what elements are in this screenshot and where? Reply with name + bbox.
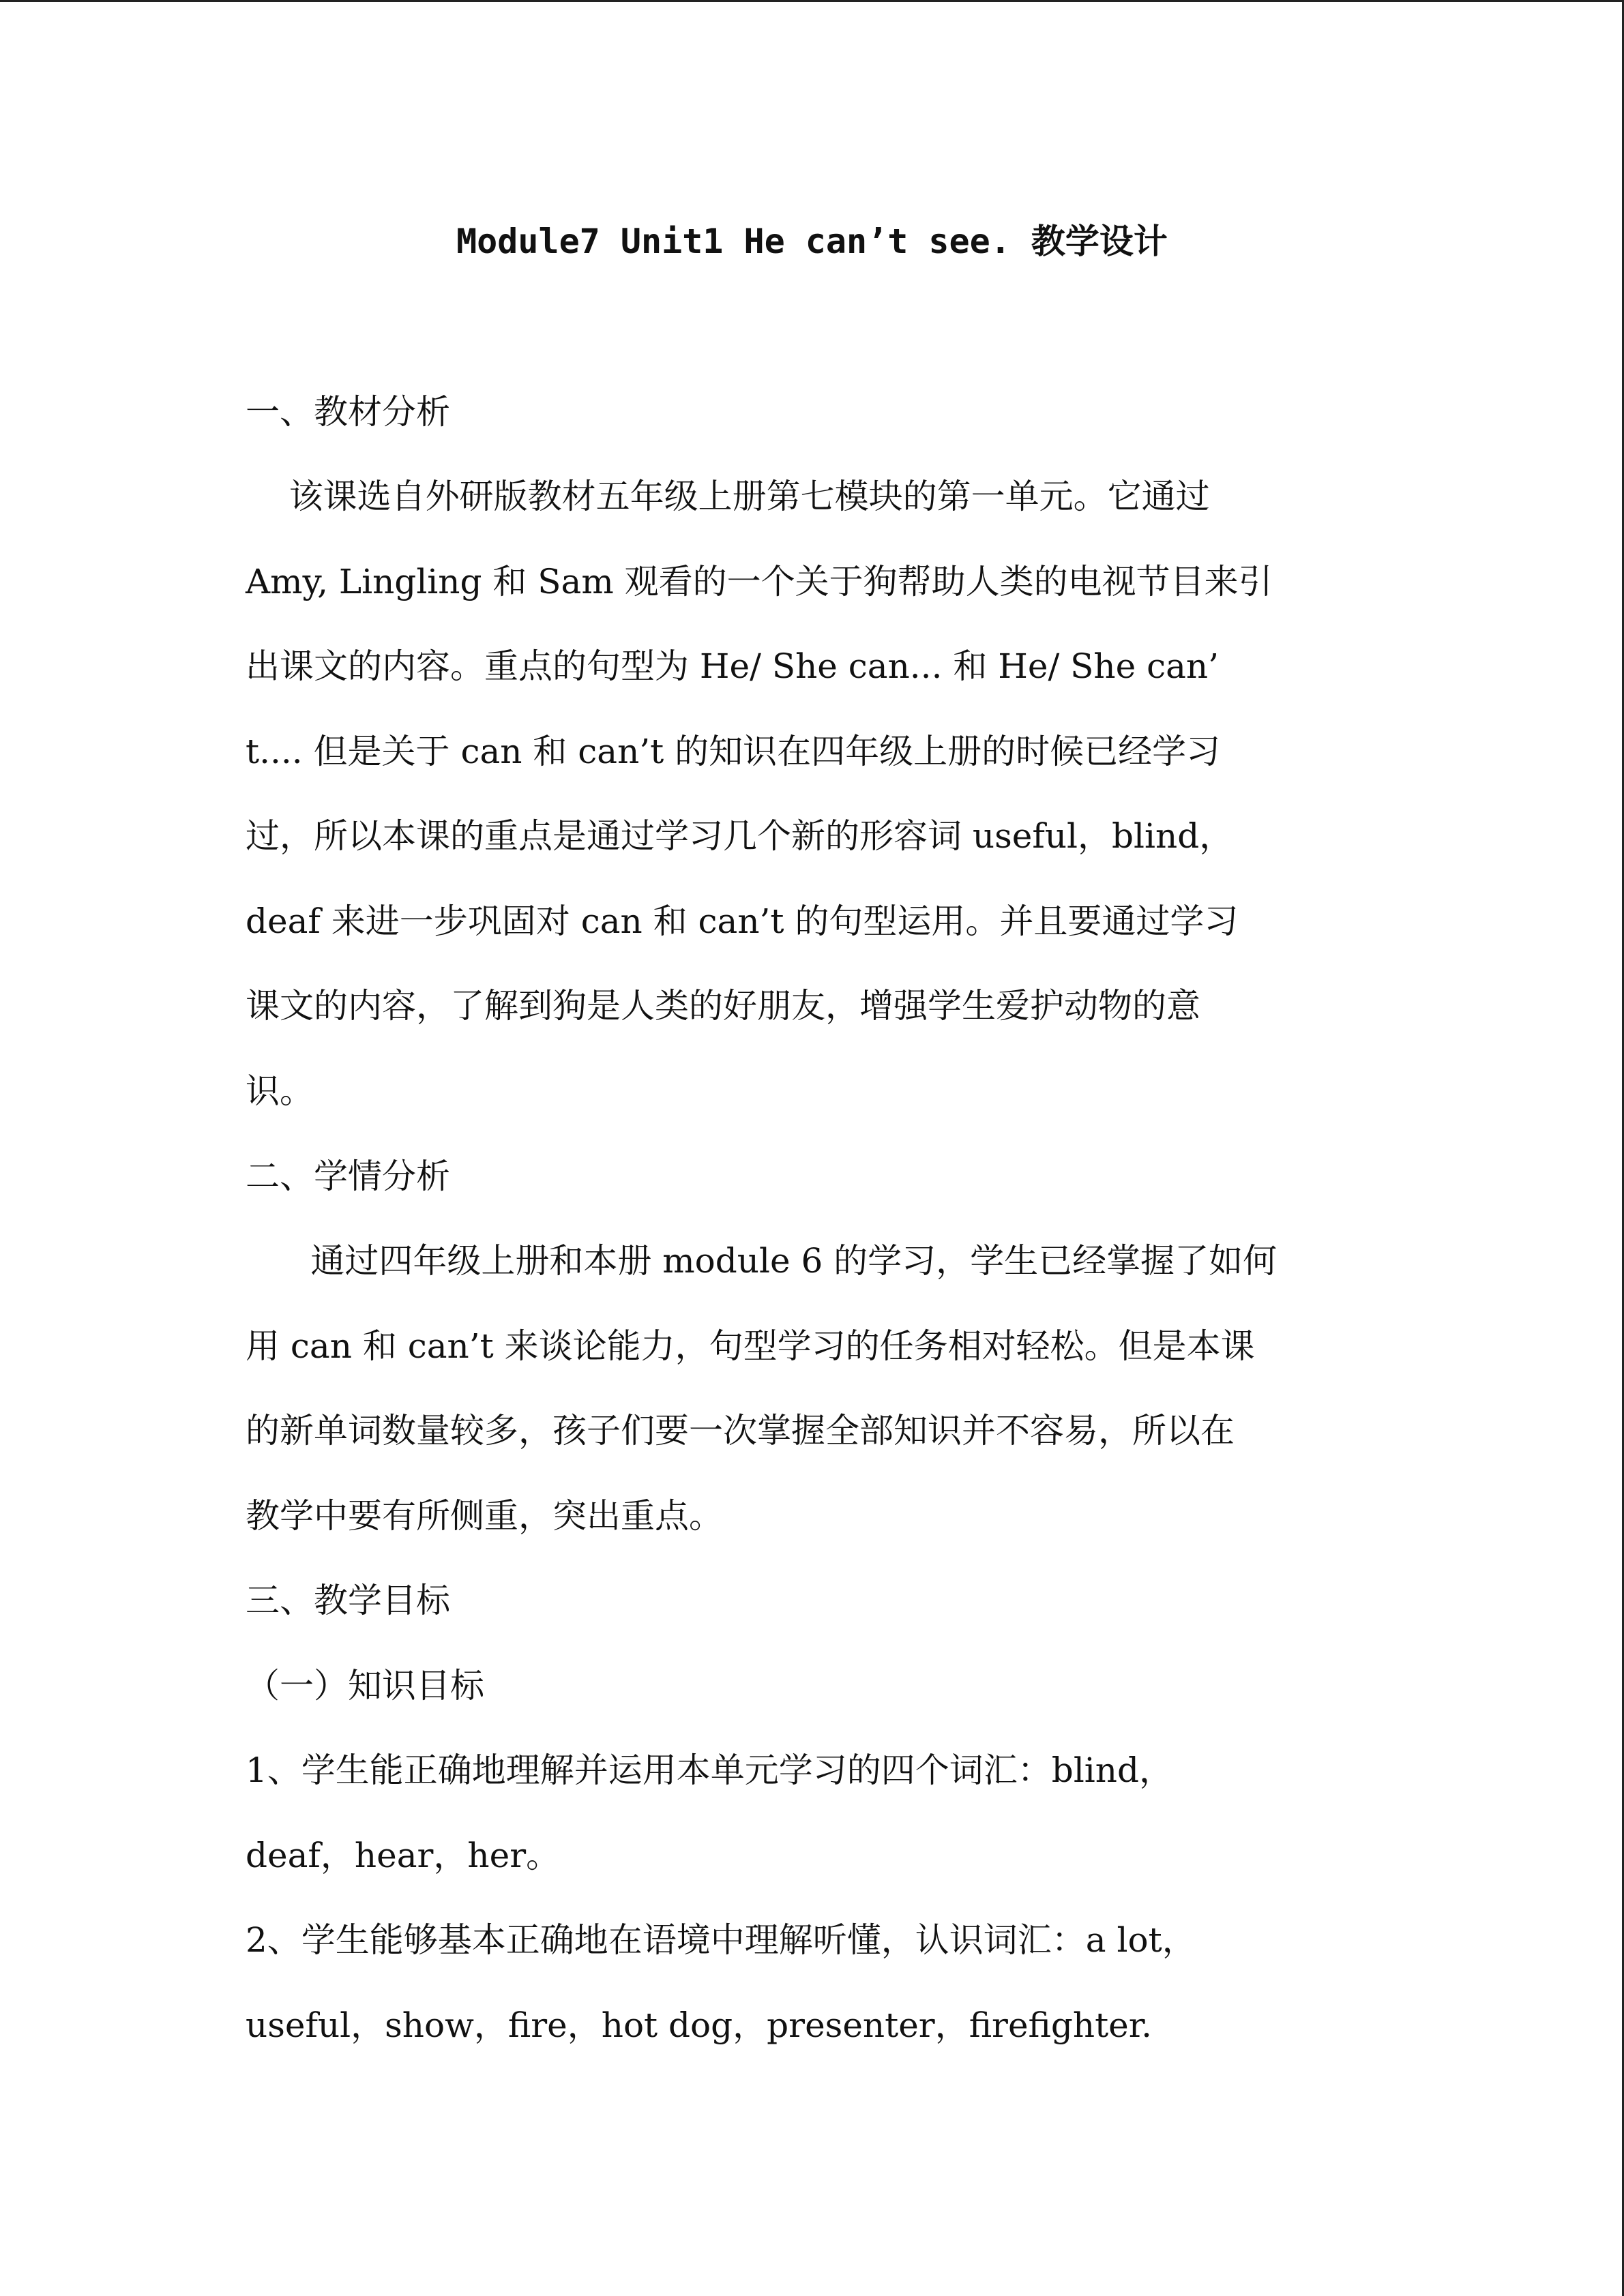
section-heading-teaching-goals: 三、教学目标 [246,1581,450,1620]
paragraph-line: 课文的内容，了解到狗是人类的好朋友，增强学生爱护动物的意 [246,986,1200,1026]
goal-item-line: deaf，hear，her。 [246,1836,561,1875]
document-title: Module7 Unit1 He can’t see. 教学设计 [456,222,1168,261]
section-heading-textbook-analysis: 一、教材分析 [246,392,450,432]
paragraph-line: 的新单词数量较多，孩子们要一次掌握全部知识并不容易，所以在 [246,1411,1235,1450]
paragraph-line: 用 can 和 can’t 来谈论能力，句型学习的任务相对轻松。但是本课 [246,1326,1255,1366]
section-heading-student-analysis: 二、学情分析 [246,1157,450,1196]
paragraph-line: 教学中要有所侧重，突出重点。 [246,1496,723,1536]
goal-item-line: 2、学生能够基本正确地在语境中理解听懂，认识词汇：a lot， [246,1920,1196,1960]
paragraph-line: 通过四年级上册和本册 module 6 的学习，学生已经掌握了如何 [246,1241,1278,1281]
paragraph-line: 过，所以本课的重点是通过学习几个新的形容词 useful，blind， [246,816,1234,856]
paragraph-line: 该课选自外研版教材五年级上册第七模块的第一单元。它通过 [246,477,1210,516]
subsection-heading-knowledge-goals: （一）知识目标 [246,1666,484,1705]
paragraph-line: 识。 [246,1071,314,1111]
goal-item-line: 1、学生能正确地理解并运用本单元学习的四个词汇：blind， [246,1750,1174,1790]
paragraph-line: t.... 但是关于 can 和 can’t 的知识在四年级上册的时候已经学习 [246,732,1221,771]
paragraph-line: Amy, Lingling 和 Sam 观看的一个关于狗帮助人类的电视节目来引 [246,562,1273,601]
paragraph-line: 出课文的内容。重点的句型为 He/ She can... 和 He/ She can’ [246,646,1220,686]
goal-item-line: useful，show，fire，hot dog，presenter，firefighter. [246,2006,1153,2045]
paragraph-line: deaf 来进一步巩固对 can 和 can’t 的句型运用。并且要通过学习 [246,901,1239,941]
